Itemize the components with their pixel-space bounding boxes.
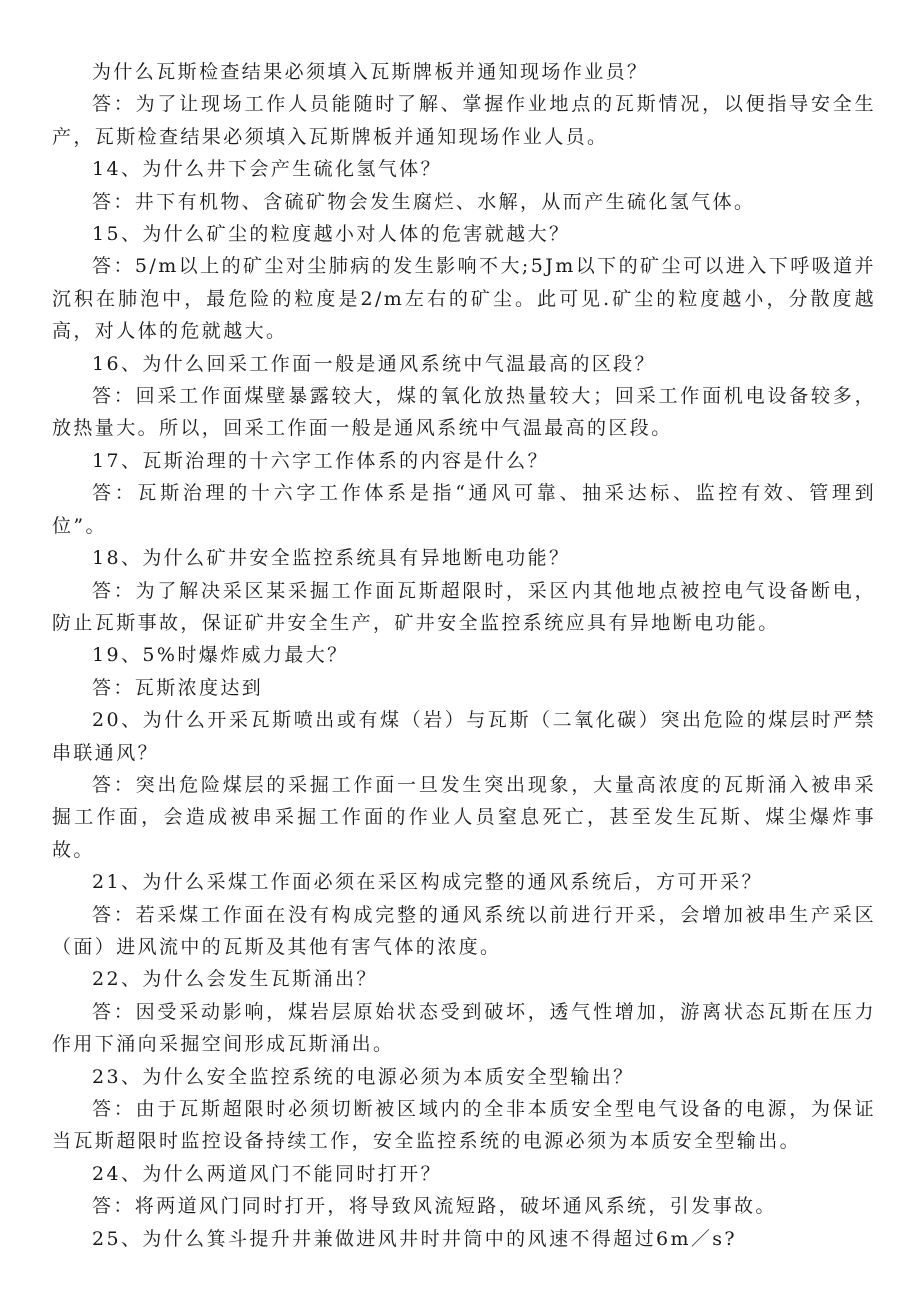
paragraph-question-23: 23、为什么安全监控系统的电源必须为本质安全型输出？ xyxy=(92,1065,635,1088)
paragraph-question-19: 19、5%时爆炸威力最大？ xyxy=(92,644,349,667)
paragraph-answer-intro: 答：为了让现场工作人员能随时了解、掌握作业地点的瓦斯情况，以便指导安全生产，瓦斯检查结果必须填入瓦斯牌板并通知现场作业人员。 xyxy=(52,93,876,148)
paragraph-question-20: 20、为什么开采瓦斯喷出或有煤（岩）与瓦斯（二氧化碳）突出危险的煤层时严禁串联通风？ xyxy=(52,709,876,764)
paragraph-answer-17: 答：瓦斯治理的十六字工作体系是指“通风可靠、抽采达标、监控有效、管理到位”。 xyxy=(52,482,876,537)
paragraph-answer-14: 答：井下有机物、含硫矿物会发生腐烂、水解，从而产生硫化氢气体。 xyxy=(92,190,756,213)
paragraph-question-17: 17、瓦斯治理的十六字工作体系的内容是什么？ xyxy=(92,449,549,472)
paragraph-question-25: 25、为什么箕斗提升井兼做进风井时井筒中的风速不得超过6m／s? xyxy=(92,1227,738,1250)
paragraph-question-15: 15、为什么矿尘的粒度越小对人体的危害就越大？ xyxy=(92,223,571,246)
paragraph-question-21: 21、为什么采煤工作面必须在采区构成完整的通风系统后，方可开采？ xyxy=(92,871,763,894)
paragraph-answer-15: 答：5/m以上的矿尘对尘肺病的发生影响不大;5Jm以下的矿尘可以进入下呼吸道并沉积在肺泡中，最危险的粒度是2/m左右的矿尘。此可见.矿尘的粒度越小，分散度越高，对人体的危就越大。 xyxy=(52,255,876,343)
paragraph-question-16: 16、为什么回采工作面一般是通风系统中气温最高的区段？ xyxy=(92,352,656,375)
paragraph-answer-21: 答：若采煤工作面在没有构成完整的通风系统以前进行开采，会增加被串生产采区（面）进风流中的瓦斯及其他有害气体的浓度。 xyxy=(52,903,876,958)
paragraph-question-intro: 为什么瓦斯检查结果必须填入瓦斯牌板并通知现场作业员？ xyxy=(92,61,649,83)
paragraph-answer-22: 答：因受采动影响，煤岩层原始状态受到破坏，透气性增加，游离状态瓦斯在压力作用下涌向采掘空间形成瓦斯涌出。 xyxy=(52,1000,876,1056)
paragraph-answer-20: 答：突出危险煤层的采掘工作面一旦发生突出现象，大量高浓度的瓦斯涌入被串采掘工作面，会造成被串采掘工作面的作业人员窒息死亡，甚至发生瓦斯、煤尘爆炸事故。 xyxy=(52,773,876,861)
paragraph-answer-18: 答：为了解决采区某采掘工作面瓦斯超限时，采区内其他地点被控电气设备断电，防止瓦斯事故，保证矿井安全生产，矿井安全监控系统应具有异地断电功能。 xyxy=(52,579,876,634)
paragraph-question-14: 14、为什么井下会产生硫化氢气体？ xyxy=(92,158,442,181)
paragraph-answer-24: 答：将两道风门同时打开，将导致风流短路，破坏通风系统，引发事故。 xyxy=(92,1195,777,1218)
paragraph-question-22: 22、为什么会发生瓦斯涌出？ xyxy=(92,968,378,991)
paragraph-answer-19: 答：瓦斯浓度达到 xyxy=(92,676,264,699)
paragraph-answer-16: 答：回采工作面煤壁暴露较大，煤的氧化放热量较大；回采工作面机电设备较多，放热量大。所以，回采工作面一般是通风系统中气温最高的区段。 xyxy=(52,385,876,440)
paragraph-answer-23: 答：由于瓦斯超限时必须切断被区域内的全非本质安全型电气设备的电源，为保证当瓦斯超限时监控设备持续工作，安全监控系统的电源必须为本质安全型输出。 xyxy=(52,1098,876,1153)
document-page xyxy=(52,56,876,1255)
paragraph-question-18: 18、为什么矿井安全监控系统具有异地断电功能？ xyxy=(92,547,571,570)
paragraph-question-24: 24、为什么两道风门不能同时打开？ xyxy=(92,1162,442,1185)
